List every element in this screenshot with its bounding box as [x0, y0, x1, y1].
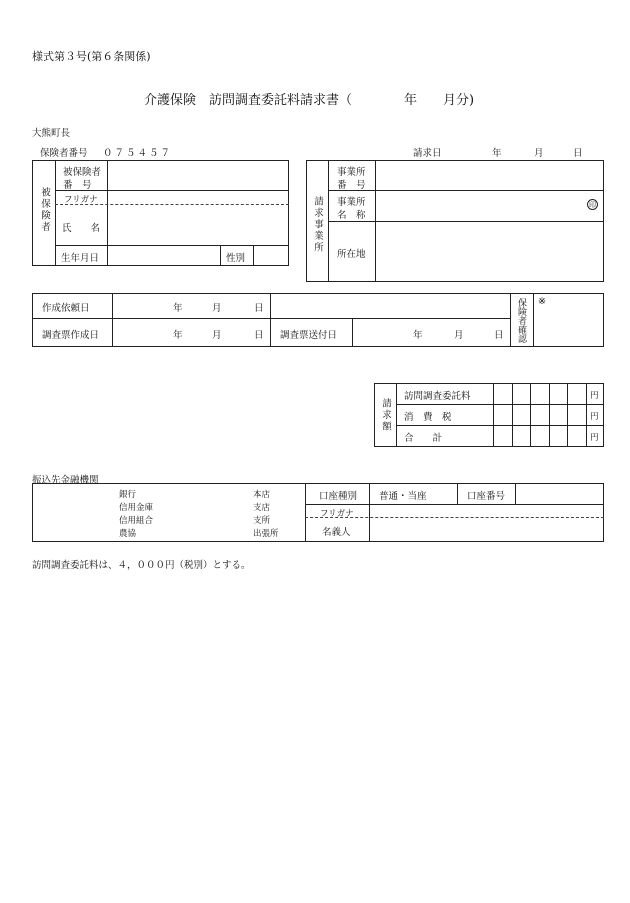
- page-title: 介護保険 訪問調査委託料請求書（ 年 月分): [144, 93, 475, 108]
- request-date-field-label: 作成依頼日: [42, 303, 90, 314]
- create-day: 日: [254, 330, 264, 341]
- insured-number-label-1: 被保険者: [63, 167, 102, 178]
- branch-type: 支所: [253, 516, 271, 526]
- footnote: 訪問調査委託料は、４，０００円（税別）とする。: [32, 560, 251, 571]
- branch-type: 出張所: [253, 529, 279, 539]
- sex-label: 性別: [226, 253, 246, 264]
- office-name-label-1: 事業所: [337, 197, 366, 208]
- office-address-label: 所在地: [337, 249, 366, 260]
- yen-unit: 円: [590, 412, 599, 422]
- insured-furigana-label: フリガナ: [64, 195, 98, 205]
- bank-table: [32, 483, 604, 542]
- office-side-label: 請求事業所: [312, 196, 323, 254]
- send-year: 年: [413, 330, 423, 341]
- account-number-label: 口座番号: [467, 491, 506, 502]
- yen-unit: 円: [590, 391, 599, 401]
- insured-side-label: 被保険者: [39, 187, 50, 233]
- branch-type: 本店: [253, 490, 271, 500]
- create-month: 月: [212, 330, 222, 341]
- send-month: 月: [454, 330, 464, 341]
- request-date-year: 年: [492, 148, 502, 159]
- addressee: 大熊町長: [32, 128, 71, 139]
- billing-row-label: 合 計: [404, 433, 443, 444]
- insurer-number: ０７５４５７: [103, 148, 173, 159]
- request-date-month: 月: [534, 148, 544, 159]
- request-date-label: 請求日: [413, 148, 442, 159]
- insured-name-label: 氏 名: [62, 223, 101, 234]
- insured-number-label-2: 番 号: [63, 180, 92, 191]
- bank-type: 農協: [119, 529, 137, 539]
- req-month: 月: [212, 303, 222, 314]
- insurer-confirm-label: 保険者確認: [516, 298, 526, 343]
- bank-type: 銀行: [119, 490, 137, 500]
- holder-furigana-label: フリガナ: [320, 509, 354, 519]
- holder-label: 名義人: [322, 527, 351, 538]
- send-day: 日: [494, 330, 504, 341]
- account-type-label: 口座種別: [319, 491, 358, 502]
- billing-side-label: 請求額: [380, 398, 391, 433]
- request-date-day: 日: [573, 148, 583, 159]
- account-type-value: 普通・当座: [379, 491, 427, 502]
- send-date-label: 調査票送付日: [280, 330, 338, 341]
- billing-row-label: 訪問調査委託料: [404, 391, 471, 402]
- note-mark: ※: [538, 296, 546, 307]
- billing-row-label: 消 費 税: [404, 412, 452, 423]
- insurer-label: 保険者番号: [40, 148, 88, 159]
- bank-type: 信用金庫: [119, 503, 154, 513]
- create-date-label: 調査票作成日: [42, 330, 100, 341]
- birthdate-label: 生年月日: [61, 253, 100, 264]
- office-name-label-2: 名 称: [337, 210, 366, 221]
- office-number-label-2: 番 号: [337, 180, 366, 191]
- bank-type: 信用組合: [119, 516, 154, 526]
- req-year: 年: [173, 303, 183, 314]
- req-day: 日: [254, 303, 264, 314]
- office-number-label-1: 事業所: [337, 167, 366, 178]
- bank-heading: 振込先金融機関: [32, 475, 99, 486]
- yen-unit: 円: [590, 433, 599, 443]
- create-year: 年: [173, 330, 183, 341]
- form-number: 様式第３号(第６条関係): [32, 50, 151, 63]
- seal-mark: 印: [589, 201, 596, 209]
- branch-type: 支店: [253, 503, 271, 513]
